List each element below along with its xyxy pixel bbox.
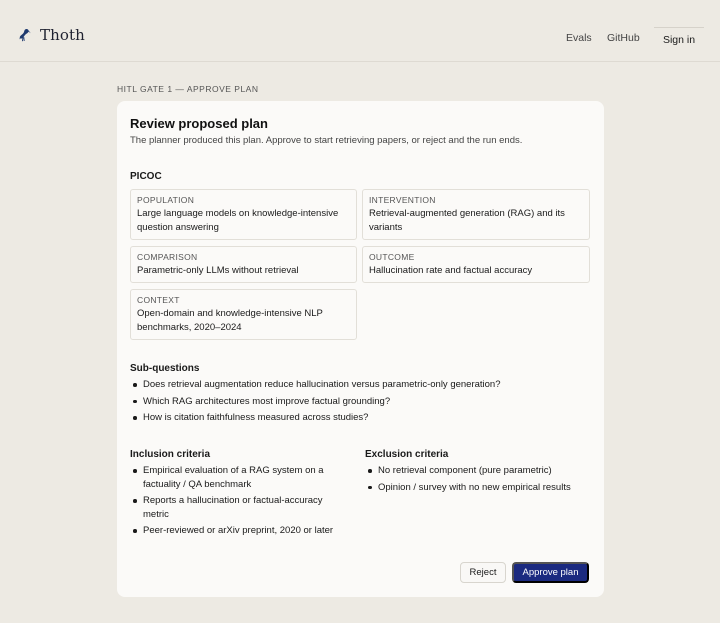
picoc-value: Parametric-only LLMs without retrieval xyxy=(137,265,299,276)
subquestions-list xyxy=(130,378,590,425)
nav-link-github[interactable]: GitHub xyxy=(607,32,640,44)
sign-in-button[interactable]: Sign in xyxy=(654,27,704,51)
picoc-heading: PICOC xyxy=(130,171,162,182)
brand[interactable] xyxy=(16,26,85,44)
list-item: Peer-reviewed or arXiv preprint, 2020 or later xyxy=(130,524,348,538)
reject-button[interactable]: Reject xyxy=(460,562,506,583)
exclusion-list xyxy=(365,464,595,494)
picoc-context xyxy=(130,289,357,340)
card-subtitle: The planner produced this plan. Approve to start retrieving papers, or reject and the run ends. xyxy=(130,135,523,146)
picoc-intervention xyxy=(362,189,590,240)
picoc-population xyxy=(130,189,357,240)
list-item: Opinion / survey with no new empirical results xyxy=(365,481,595,495)
picoc-label: CONTEXT xyxy=(137,295,180,305)
picoc-label: COMPARISON xyxy=(137,252,198,262)
gate-label: HITL GATE 1 — APPROVE PLAN xyxy=(117,84,259,94)
list-item: No retrieval component (pure parametric) xyxy=(365,464,595,478)
inclusion-list xyxy=(130,464,348,538)
review-plan-card xyxy=(117,101,604,597)
picoc-comparison xyxy=(130,246,357,283)
card-title: Review proposed plan xyxy=(130,116,268,131)
inclusion-heading: Inclusion criteria xyxy=(130,449,211,460)
picoc-label: OUTCOME xyxy=(369,252,415,262)
list-item: How is citation faithfulness measured across studies? xyxy=(130,411,590,425)
list-item: Does retrieval augmentation reduce hallucination versus parametric-only generation? xyxy=(130,378,590,392)
exclusion-heading: Exclusion criteria xyxy=(365,449,449,460)
subquestions-heading: Sub-questions xyxy=(130,363,200,374)
picoc-value: Hallucination rate and factual accuracy xyxy=(369,265,533,276)
brand-name: Thoth xyxy=(40,26,85,44)
list-item: Reports a hallucination or factual-accuracy metric xyxy=(130,494,348,521)
ibis-bird-icon xyxy=(16,27,32,43)
list-item: Which RAG architectures most improve factual grounding? xyxy=(130,395,590,409)
top-bar xyxy=(0,0,720,62)
picoc-outcome xyxy=(362,246,590,283)
picoc-label: POPULATION xyxy=(137,195,195,205)
approve-plan-button[interactable]: Approve plan xyxy=(512,562,589,583)
picoc-value: Retrieval-augmented generation (RAG) and its variants xyxy=(369,208,565,233)
list-item: Empirical evaluation of a RAG system on a factuality / QA benchmark xyxy=(130,464,348,491)
picoc-value: Large language models on knowledge-intensive question answering xyxy=(137,208,339,233)
nav-link-evals[interactable]: Evals xyxy=(566,32,592,44)
picoc-label: INTERVENTION xyxy=(369,195,436,205)
picoc-value: Open-domain and knowledge-intensive NLP benchmarks, 2020–2024 xyxy=(137,308,323,333)
